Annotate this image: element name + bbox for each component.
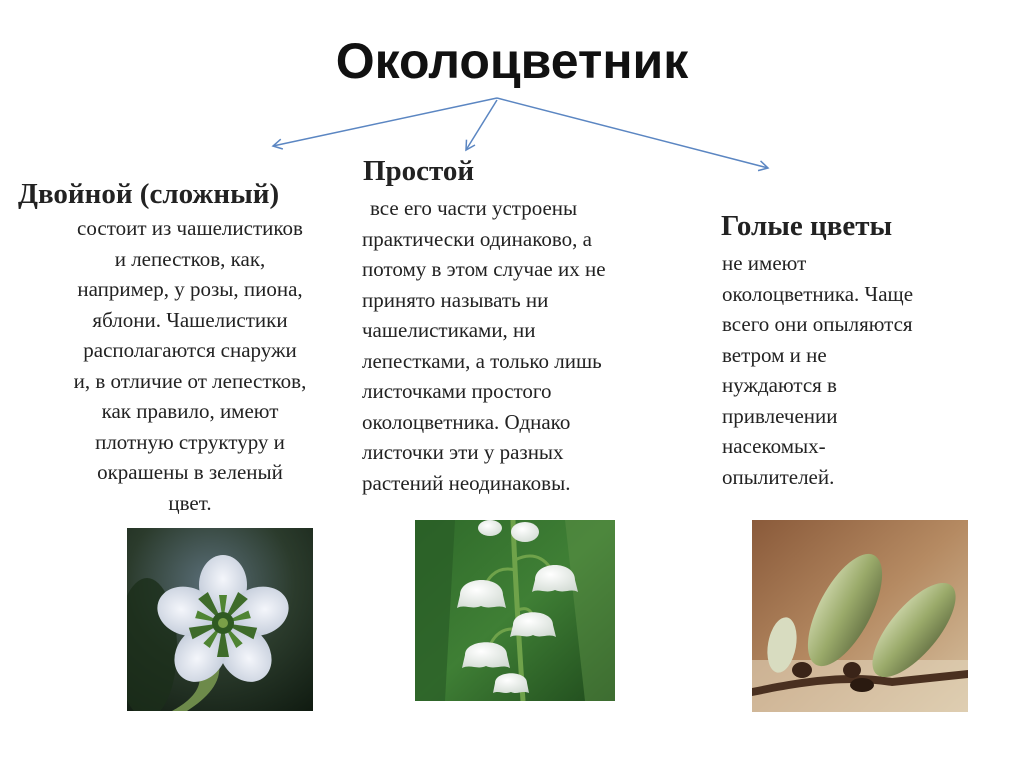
text-line: ветром и не	[722, 342, 827, 367]
text-line: все его части устроены	[370, 196, 578, 220]
arrow-right	[497, 98, 768, 168]
text-line: и лепестков, как,	[114, 246, 266, 271]
text-line: потому в этом случае их не	[362, 257, 606, 281]
text-line: лепестками, а только лишь	[362, 348, 602, 373]
text-line: околоцветника. Чаще	[722, 281, 914, 306]
white-flower-photo	[127, 528, 313, 711]
text-naked	[722, 248, 1002, 492]
text-line: плотную структуру и	[95, 429, 285, 454]
text-line: окрашены в зеленый	[97, 460, 283, 484]
heading-double: Двойной (сложный)	[18, 178, 280, 210]
text-line: растений неодинаковы.	[362, 470, 571, 495]
text-line: например, у розы, пиона,	[77, 277, 303, 301]
text-line: располагаются снаружи	[83, 338, 297, 362]
text-line: всего они опыляются	[722, 312, 913, 336]
text-line: нуждаются в	[722, 373, 837, 397]
text-line: не имеют	[722, 251, 807, 275]
text-line: цвет.	[168, 490, 212, 515]
willow-catkins-photo	[752, 520, 968, 712]
text-line: привлечении	[722, 403, 838, 428]
text-line: чашелистиками, ни	[362, 318, 536, 342]
text-line: практически одинаково, а	[362, 226, 592, 251]
heading-naked: Голые цветы	[721, 210, 893, 242]
text-line: принято называть ни	[362, 287, 549, 312]
text-double	[35, 213, 345, 518]
text-line: опылителей.	[722, 464, 835, 489]
text-line: как правило, имеют	[101, 399, 279, 423]
text-line: околоцветника. Однако	[362, 409, 571, 434]
text-line: яблони. Чашелистики	[92, 307, 288, 332]
text-line: листочки эти у разных	[362, 440, 564, 464]
arrow-left	[273, 98, 497, 146]
heading-simple: Простой	[363, 155, 475, 187]
text-line: листочками простого	[362, 379, 552, 403]
page-title: Околоцветник	[335, 33, 689, 89]
text-line: состоит из чашелистиков	[77, 216, 303, 240]
arrow-center	[466, 100, 497, 150]
lily-of-the-valley-photo	[415, 520, 615, 701]
text-line: насекомых-	[722, 434, 826, 458]
text-simple	[362, 193, 692, 498]
text-line: и, в отличие от лепестков,	[73, 368, 307, 393]
